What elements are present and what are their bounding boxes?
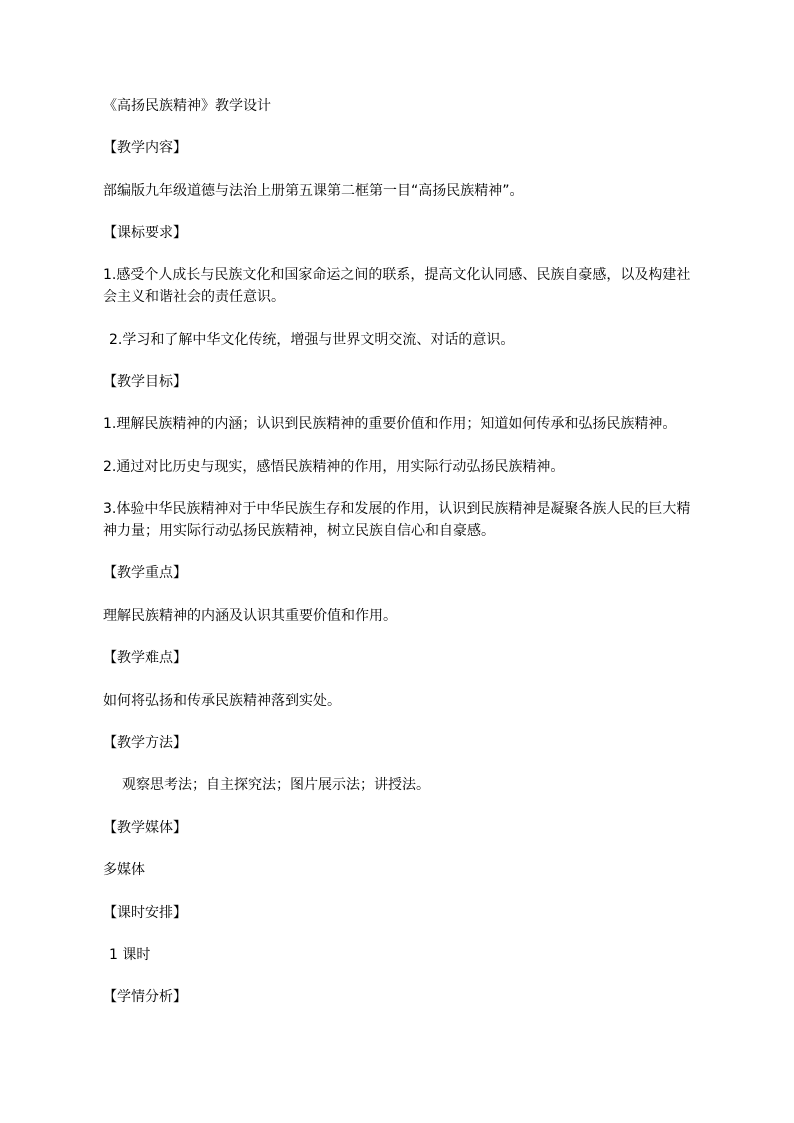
media-text: 多媒体 xyxy=(103,862,145,878)
standard-item-1: 1.感受个人成长与民族文化和国家命运之间的联系，提高文化认同感、民族自豪感，以及构建社会主义和谐社会的责任意识。 xyxy=(103,267,691,305)
method-text: 观察思考法；自主探究法；图片展示法；讲授法。 xyxy=(122,777,430,793)
standard-item-2: 2.学习和了解中华文化传统，增强与世界文明交流、对话的意识。 xyxy=(109,332,515,348)
key-text: 理解民族精神的内涵及认识其重要价值和作用。 xyxy=(103,608,397,624)
difficulty-heading: 【教学难点】 xyxy=(103,650,187,666)
document-title: 《高扬民族精神》教学设计 xyxy=(103,98,271,114)
goal-heading: 【教学目标】 xyxy=(103,374,187,390)
media-heading: 【教学媒体】 xyxy=(103,820,187,836)
content-heading: 【教学内容】 xyxy=(103,140,187,156)
analysis-heading: 【学情分析】 xyxy=(103,989,187,1005)
method-heading: 【教学方法】 xyxy=(103,735,187,751)
standard-heading: 【课标要求】 xyxy=(103,225,187,241)
goal-item-1: 1.理解民族精神的内涵；认识到民族精神的重要价值和作用；知道如何传承和弘扬民族精神。 xyxy=(103,416,677,432)
difficulty-text: 如何将弘扬和传承民族精神落到实处。 xyxy=(103,693,341,709)
goal-item-2: 2.通过对比历史与现实，感悟民族精神的作用，用实际行动弘扬民族精神。 xyxy=(103,459,565,475)
goal-item-3: 3.体验中华民族精神对于中华民族生存和发展的作用，认识到民族精神是凝聚各族人民的巨大精神力量；用实际行动弘扬民族精神，树立民族自信心和自豪感。 xyxy=(103,501,691,539)
content-text: 部编版九年级道德与法治上册第五课第二框第一目“高扬民族精神”。 xyxy=(103,183,524,199)
schedule-heading: 【课时安排】 xyxy=(103,905,187,921)
key-heading: 【教学重点】 xyxy=(103,565,187,581)
schedule-text: 1 课时 xyxy=(109,947,151,963)
